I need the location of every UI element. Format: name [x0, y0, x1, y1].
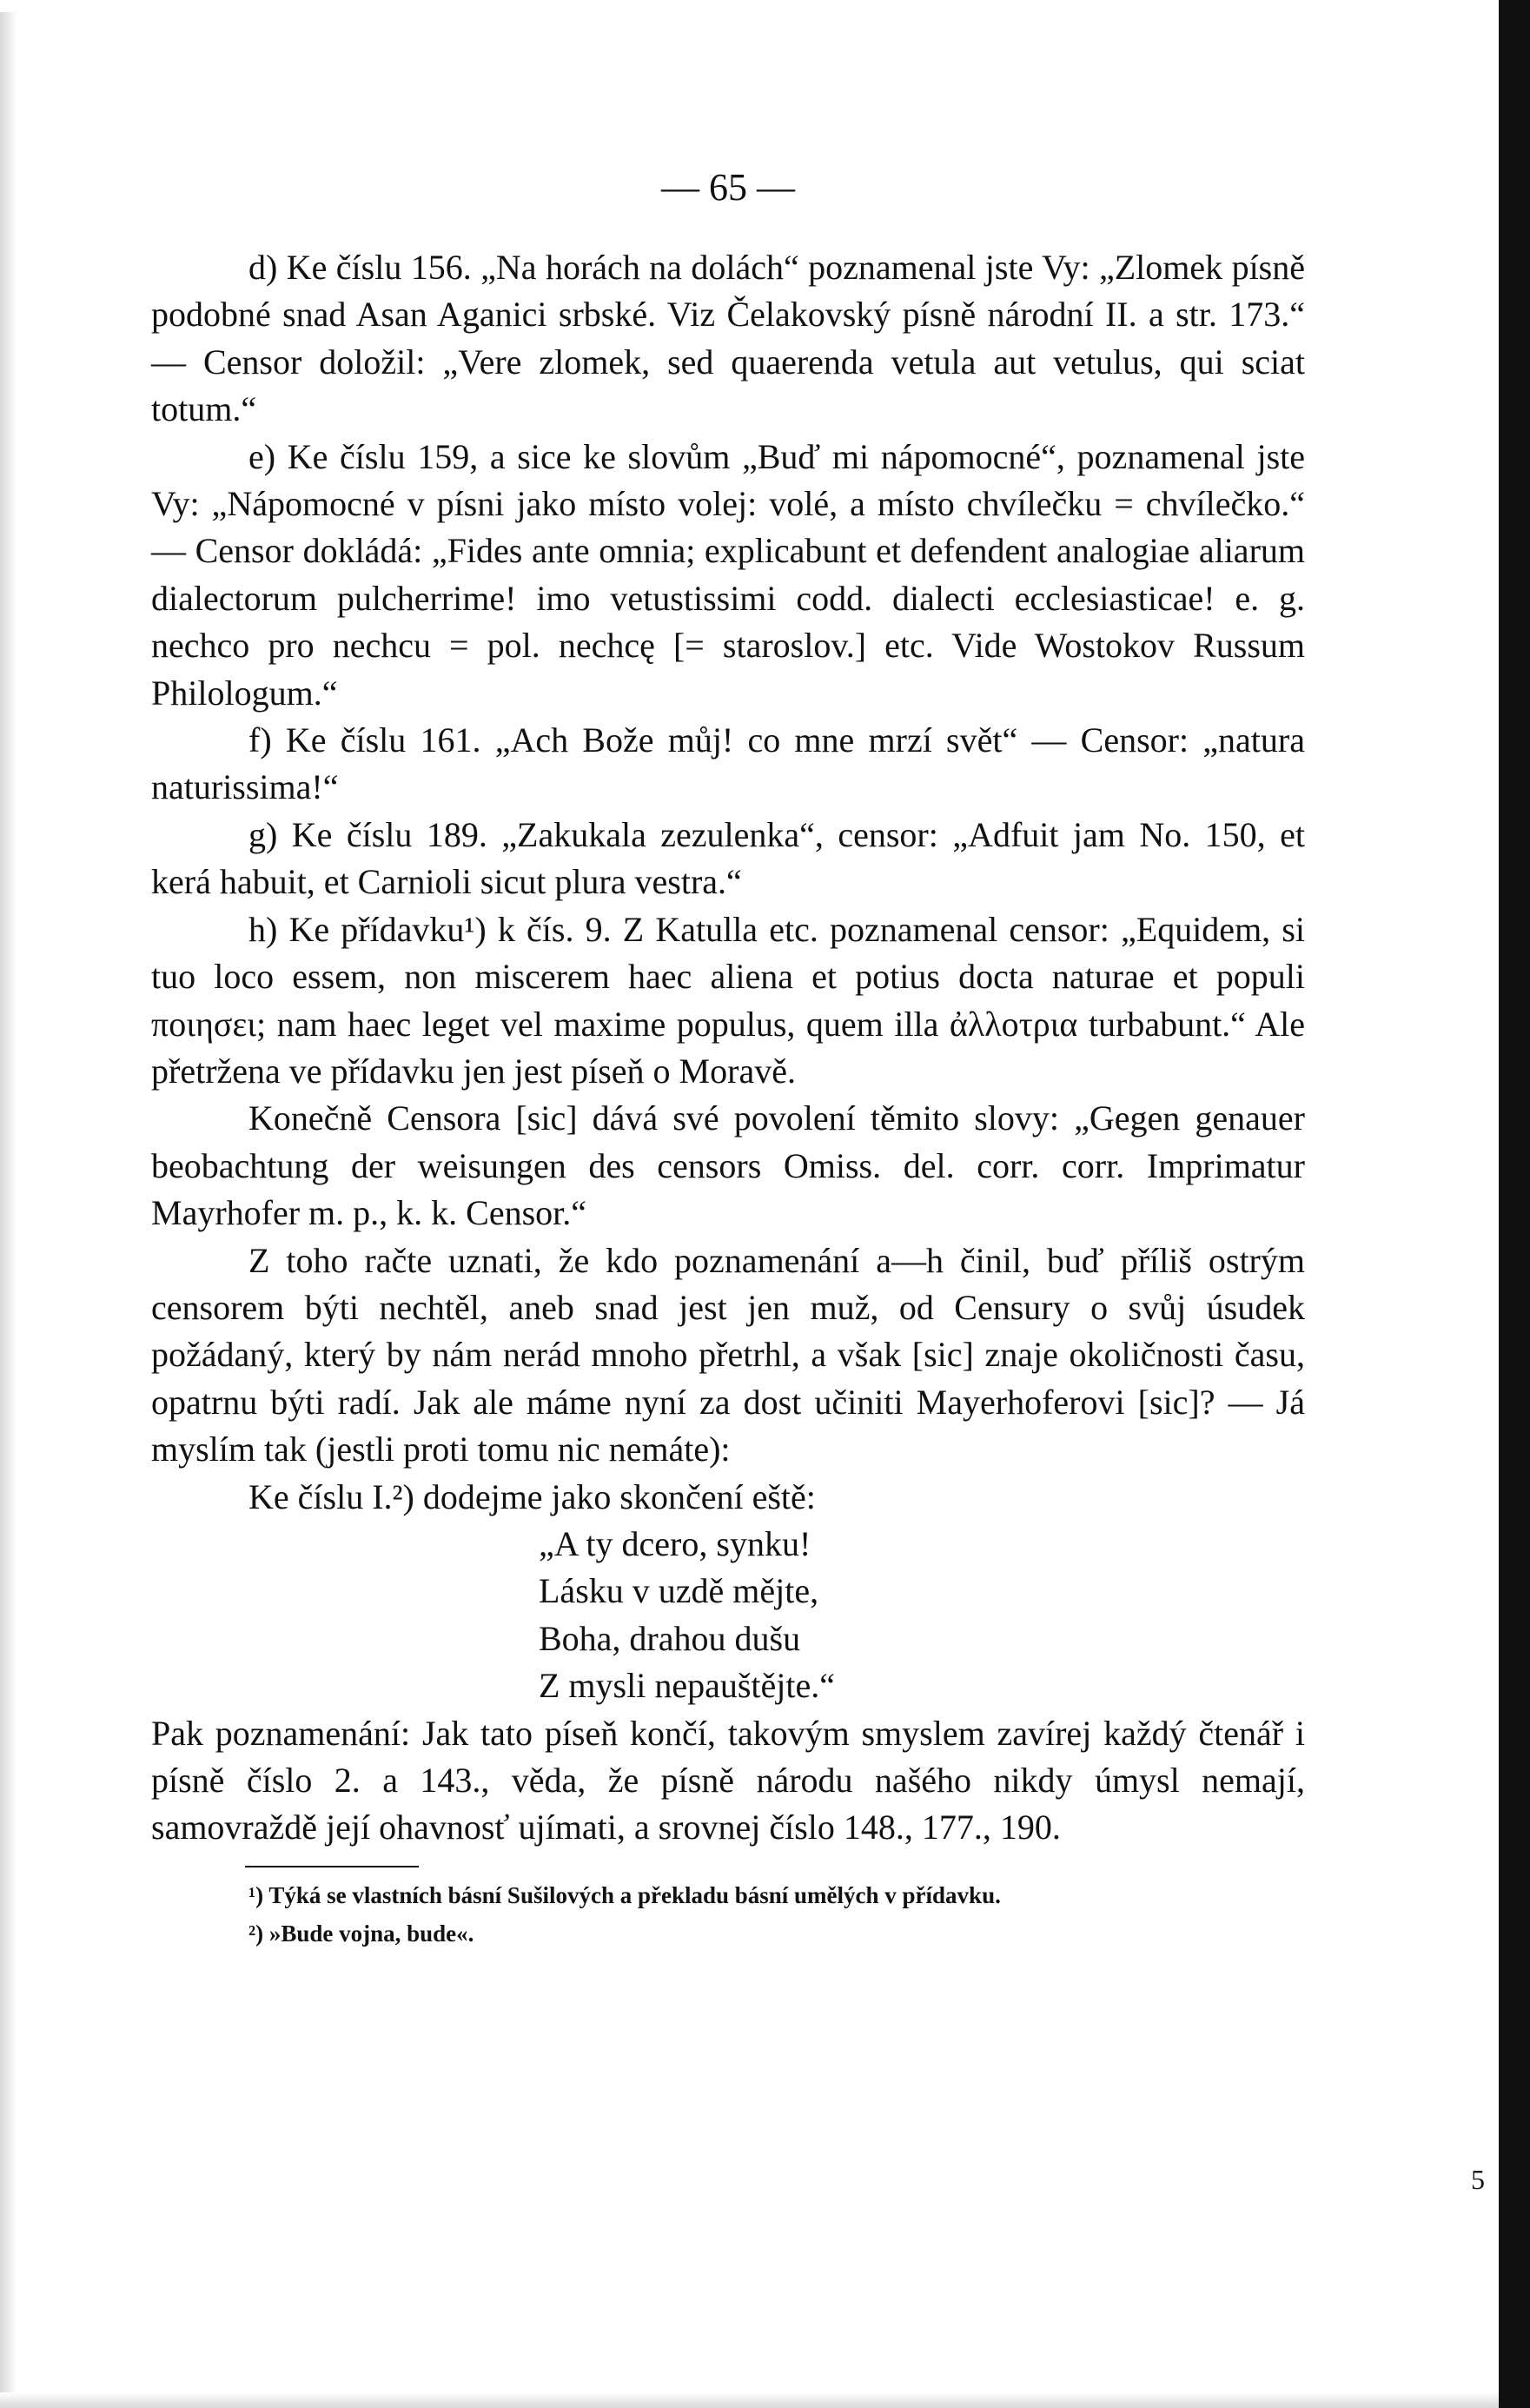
paragraph-d: d) Ke číslu 156. „Na horách na dolách“ poznamenal jste Vy: „Zlomek písně podobné snad Asan Aganici srbské. Viz Čelakovský písně národní II. a str. 173.“ — Censor doložil: „Vere zlomek, sed quaerenda vetula aut vetulus, qui sciat totum.“	[151, 248, 1305, 429]
paragraph-h: h) Ke přídavku¹) k čís. 9. Z Katulla etc. poznamenal censor: „Equidem, si tuo loco essem, non miscerem haec aliena et potius docta naturae et populi ποιησει; nam haec leget vel maxime populus, quem illa ἀλλοτρια turbabunt.“ Ale přetržena ve přídavku jen jest píseň o Moravě.	[151, 909, 1305, 1091]
scan-bottom-edge	[0, 2392, 1530, 2408]
verse-block	[539, 1521, 1305, 1710]
verse-line: „A ty dcero, synku!	[539, 1523, 811, 1563]
paragraph-z-toho: Z toho račte uznati, že kdo poznamenání a—h činil, buď příliš ostrým censorem býti nechtěl, aneb snad jest jen muž, od Censury o svůj úsudek požádaný, který by nám nerád mnoho přetrhl, a však [sic] znaje okoličnosti času, opatrnu býti radí. Jak ale máme nyní za dost učiniti Mayerhoferovi [sic]? — Já myslím tak (jestli proti tomu nic nemáte):	[151, 1240, 1305, 1469]
page-number: — 65 —	[661, 166, 795, 209]
footnote-divider	[245, 1866, 419, 1867]
signature-mark: 5	[1471, 2164, 1485, 2195]
paragraph-g: g) Ke číslu 189. „Zakukala zezulenka“, censor: „Adfuit jam No. 150, et kerá habuit, et Carnioli sicut plura vestra.“	[151, 814, 1305, 902]
verse-line: Boha, drahou dušu	[539, 1618, 801, 1658]
verse-line: Lásku v uzdě mějte,	[539, 1571, 819, 1611]
paragraph-e: e) Ke číslu 159, a sice ke slovům „Buď mi nápomocné“, poznamenal jste Vy: „Nápomocné v písni jako místo volej: volé, a místo chvílečku = chvílečko.“ — Censor dokládá: „Fides ante omnia; explicabunt et defendent analogiae aliarum dialectorum pulcherrime! imo vetustissimi codd. dialecti ecclesiasticae! e. g. nechco pro nechcu = pol. nechcę [= staroslov.] etc. Vide Wostokov Russum Philologum.“	[151, 436, 1305, 713]
footnote-2: ²) »Bude vojna, bude«.	[248, 1920, 474, 1947]
scan-right-border	[1499, 0, 1530, 2408]
page-content	[151, 165, 1305, 1953]
footnote-1: ¹) Týká se vlastních básní Sušilových a překladu básní umělých v přídavku.	[248, 1881, 1001, 1908]
scan-top-edge	[0, 0, 1530, 12]
paragraph-ke-cislu: Ke číslu I.²) dodejme jako skončení eště:	[248, 1476, 816, 1516]
paragraph-f: f) Ke číslu 161. „Ach Bože můj! co mne mrzí svět“ — Censor: „natura naturissima!“	[151, 720, 1305, 807]
verse-line: Z mysli nepauštějte.“	[539, 1666, 836, 1706]
paragraph-konecne: Konečně Censora [sic] dává své povolení těmito slovy: „Gegen genauer beobachtung der weisungen des censors Omiss. del. corr. corr. Imprimatur Mayrhofer m. p., k. k. Censor.“	[151, 1098, 1305, 1233]
paragraph-pak: Pak poznamenání: Jak tato píseň končí, takovým smyslem zavírej každý čtenář i písně číslo 2. a 143., věda, že písně národu našého nikdy úmysl nemají, samovraždě její ohavnosť ujímati, a srovnej číslo 148., 177., 190.	[151, 1713, 1305, 1847]
scan-left-edge	[0, 0, 17, 2408]
